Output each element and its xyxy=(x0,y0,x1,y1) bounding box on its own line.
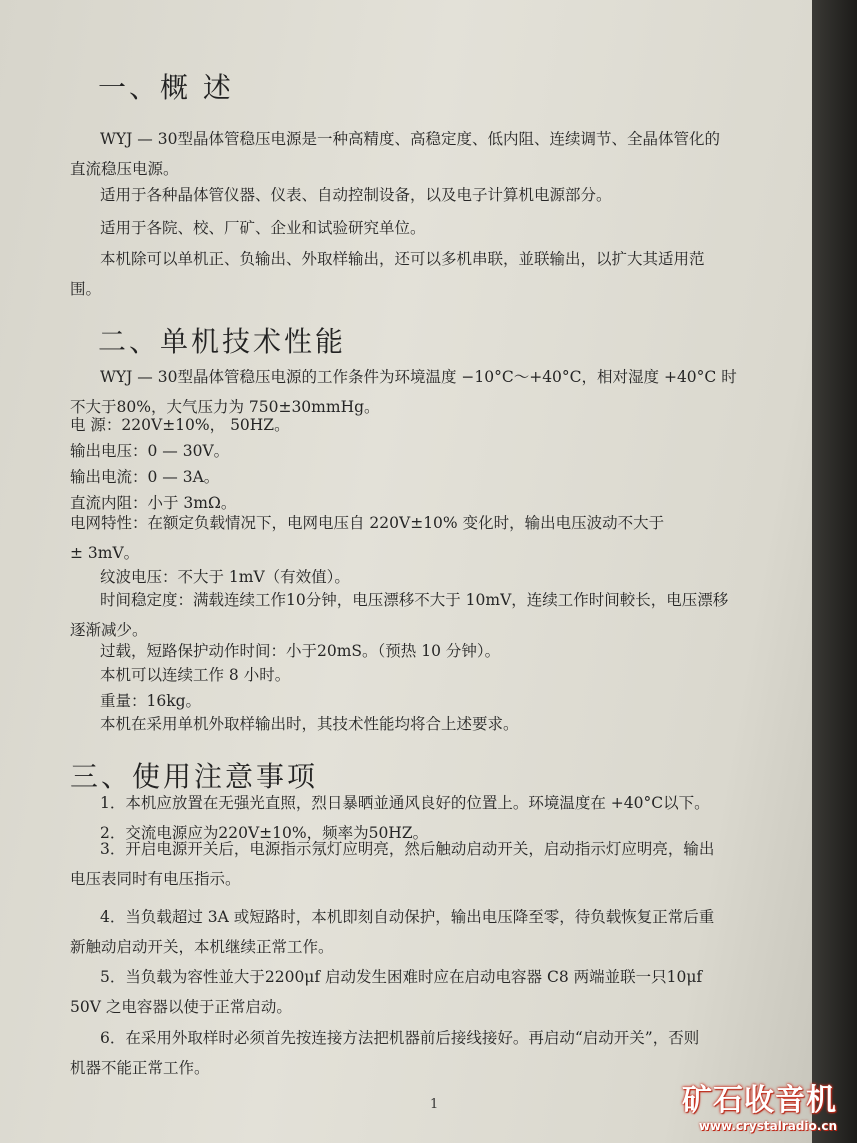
spec-ripple: 纹波电压：不大于 1mV（有效值）。 xyxy=(100,568,350,586)
text-line: 3．开启电源开关后，电源指示氖灯应明亮，然后触动启动开关，启动指示灯应明亮，输出 xyxy=(100,840,715,858)
text-line: 5．当负载为容性並大于2200μf 启动发生困难时应在启动电容器 C8 两端並联一只10μf xyxy=(100,968,703,986)
text-line: ± 3mV。 xyxy=(70,544,140,562)
text-line: 围。 xyxy=(70,280,102,298)
section1-paragraph4 xyxy=(70,244,775,304)
spec-overload: 过载，短路保护动作时间：小于20mS。（预热 10 分钟）。 xyxy=(100,642,501,660)
notice-item-3 xyxy=(70,834,775,894)
spec-internal-resistance: 直流内阻：小于 3mΩ。 xyxy=(70,494,237,512)
text-line: 逐渐减少。 xyxy=(70,621,148,639)
text-line: 电压表同时有电压指示。 xyxy=(70,870,241,888)
spec-power: 电 源：220V±10%， 50HZ。 xyxy=(70,416,290,434)
text-line: 4．当负载超过 3A 或短路时，本机即刻自动保护，输出电压降至零，待负载恢复正常后重 xyxy=(100,908,715,926)
dark-background-edge xyxy=(812,0,857,1143)
notice-item-4 xyxy=(70,902,775,962)
spec-external-sampling: 本机在采用单机外取样输出时，其技术性能均将合上述要求。 xyxy=(100,715,519,733)
spec-continuous-operation: 本机可以连续工作 8 小时。 xyxy=(100,666,291,684)
notice-item-2: 2．交流电源应为220V±10%，频率为50HZ。 xyxy=(100,824,429,842)
notice-item-5 xyxy=(70,962,775,1022)
watermark-url: www.crystalradio.cn xyxy=(698,1119,837,1133)
spec-weight: 重量：16kg。 xyxy=(100,692,202,710)
text-line: 50V 之电容器以使于正常启动。 xyxy=(70,998,292,1016)
section1-paragraph2: 适用于各种晶体管仪器、仪表、自动控制设备，以及电子计算机电源部分。 xyxy=(100,186,612,204)
section2-heading: 二、单机技术性能 xyxy=(98,325,347,358)
text-line: 直流稳压电源。 xyxy=(70,160,179,178)
section1-heading: 一、概 述 xyxy=(98,71,234,104)
page-number: 1 xyxy=(430,1097,439,1112)
spec-grid-characteristic xyxy=(70,508,775,568)
spec-output-current: 输出电流：0 — 3A。 xyxy=(70,468,220,486)
section3-heading: 三、使用注意事项 xyxy=(70,760,319,793)
text-line: 机器不能正常工作。 xyxy=(70,1059,210,1077)
notice-item-6 xyxy=(70,1023,775,1083)
text-line: 新触动启动开关，本机继续正常工作。 xyxy=(70,938,334,956)
text-line: 本机除可以单机正、负输出、外取样输出，还可以多机串联，並联输出，以扩大其适用范 xyxy=(100,250,705,268)
text-line: WYJ — 30型晶体管稳压电源是一种高精度、高稳定度、低内阻、连续调节、全晶体管化的 xyxy=(100,130,720,148)
section1-paragraph3: 适用于各院、校、厂矿、企业和试验研究单位。 xyxy=(100,219,426,237)
section1-paragraph1 xyxy=(70,124,775,184)
text-line: WYJ — 30型晶体管稳压电源的工作条件为环境温度 −10°C～+40°C，相对湿度 +40°C 时 xyxy=(100,368,737,386)
text-line: 时间稳定度：满载连续工作10分钟，电压漂移不大于 10mV，连续工作时间較长，电压漂移 xyxy=(100,591,729,609)
notice-item-1: 1．本机应放置在无强光直照，烈日暴晒並通风良好的位置上。环境温度在 +40°C以下。 xyxy=(100,794,710,812)
text-line: 不大于80%，大气压力为 750±30mmHg。 xyxy=(70,398,380,416)
text-line: 电网特性：在额定负载情况下，电网电压自 220V±10% 变化时，输出电压波动不大于 xyxy=(70,514,665,532)
watermark xyxy=(682,1075,837,1133)
spec-output-voltage: 输出电压：0 — 30V。 xyxy=(70,442,230,460)
watermark-logo: 矿石收音机 xyxy=(682,1083,837,1118)
text-line: 6．在采用外取样时必须首先按连接方法把机器前后接线接好。再启动“启动开关”，否则 xyxy=(100,1029,700,1047)
